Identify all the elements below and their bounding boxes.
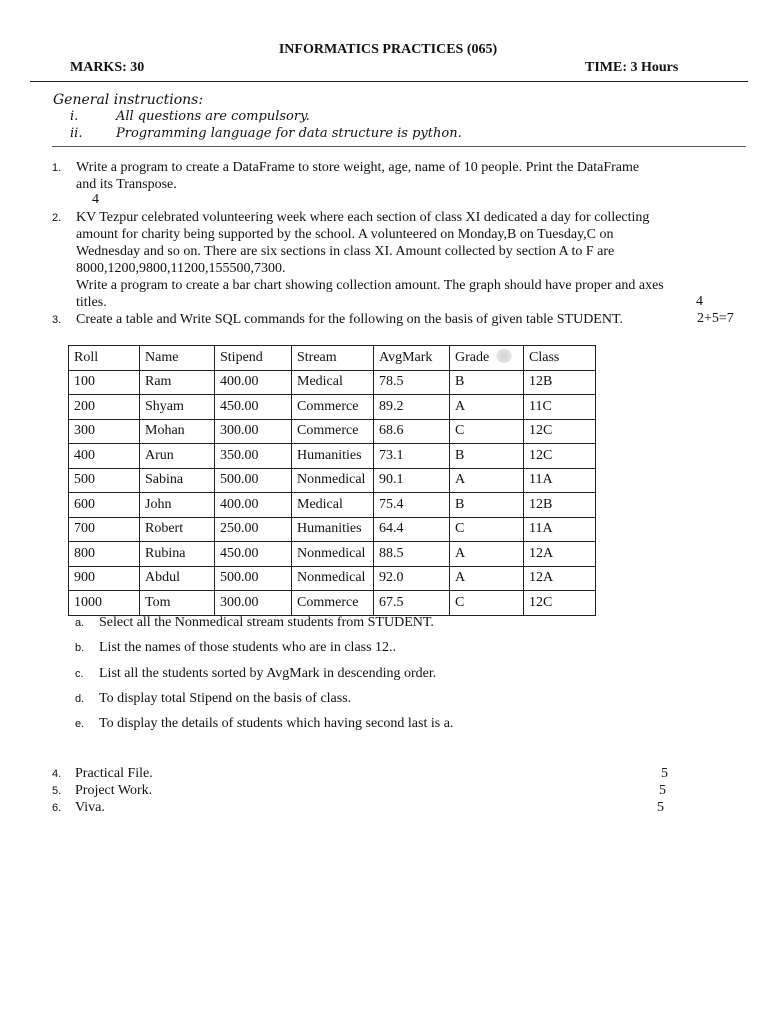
cell-roll: 200 [69,395,140,420]
subquestion-b [75,640,396,656]
cell-stipend: 300.00 [215,419,292,444]
cell-grade: B [450,444,524,469]
cell-class: 12C [524,419,596,444]
table-header-row [69,346,596,371]
subquestion-letter: b. [75,642,85,654]
cell-roll: 500 [69,468,140,493]
question-text [76,159,756,193]
question-line: 8000,1200,9800,11200,155500,7300. [76,261,286,276]
cell-name: Rubina [140,542,215,567]
question-1-marks: 4 [92,192,99,207]
question-line: Write a program to create a DataFrame to store weight, age, name of 10 people. Print the DataFrame [76,160,640,175]
cell-avgmark: 78.5 [374,370,450,395]
cell-stipend: 500.00 [215,468,292,493]
question-number: 2. [52,212,62,224]
instructions-divider [52,146,746,147]
table-row [69,419,596,444]
instructions-title: General instructions: [53,92,204,108]
cell-roll: 900 [69,566,140,591]
question-6 [52,799,672,817]
question-number: 1. [52,162,62,174]
cell-stream: Commerce [292,395,374,420]
cell-stream: Humanities [292,517,374,542]
subquestion-text: List the names of those students who are in class 12.. [99,640,397,655]
cell-avgmark: 68.6 [374,419,450,444]
cell-name: Robert [140,517,215,542]
question-text [76,311,756,328]
cell-stipend: 300.00 [215,591,292,616]
table-row [69,395,596,420]
cell-stream: Nonmedical [292,566,374,591]
cell-class: 11C [524,395,596,420]
cell-stipend: 450.00 [215,542,292,567]
cell-class: 11A [524,517,596,542]
cell-avgmark: 89.2 [374,395,450,420]
cell-grade: C [450,419,524,444]
header-divider [30,81,748,82]
subquestion-e [75,716,453,732]
question-number: 6. [52,802,62,814]
cell-stipend: 350.00 [215,444,292,469]
column-header: Grade [450,346,524,371]
subquestion-d [75,691,351,707]
cell-name: Mohan [140,419,215,444]
cell-name: John [140,493,215,518]
instruction-text: Programming language for data structure is python. [116,126,462,141]
cell-roll: 400 [69,444,140,469]
cell-class: 12C [524,591,596,616]
question-5 [52,782,672,800]
cell-stream: Nonmedical [292,542,374,567]
cell-avgmark: 67.5 [374,591,450,616]
cell-roll: 1000 [69,591,140,616]
subquestion-text: To display the details of students which having second last is a. [99,716,454,731]
cell-grade: C [450,591,524,616]
cell-stipend: 400.00 [215,493,292,518]
question-number: 3. [52,314,62,326]
question-line: titles. [76,295,107,310]
student-table [68,345,596,616]
cell-avgmark: 73.1 [374,444,450,469]
instruction-item [70,109,310,124]
subquestion-letter: c. [75,668,84,680]
cell-name: Arun [140,444,215,469]
cell-name: Abdul [140,566,215,591]
question-line: KV Tezpur celebrated volunteering week where each section of class XI dedicated a day for collecting [76,210,650,225]
total-marks: MARKS: 30 [70,60,145,75]
cell-roll: 100 [69,370,140,395]
question-line: Create a table and Write SQL commands for the following on the basis of given table STUDENT. [76,312,623,327]
cell-stream: Commerce [292,419,374,444]
subquestion-a [75,615,434,631]
subquestion-text: Select all the Nonmedical stream students from STUDENT. [99,615,434,630]
cell-avgmark: 90.1 [374,468,450,493]
table-row [69,566,596,591]
question-line: Write a program to create a bar chart showing collection amount. The graph should have proper and axes [76,278,664,293]
cell-name: Shyam [140,395,215,420]
cell-grade: B [450,493,524,518]
cell-grade: A [450,468,524,493]
question-marks: 5 [659,783,666,798]
column-header: AvgMark [374,346,450,371]
column-header: Stream [292,346,374,371]
cell-stream: Humanities [292,444,374,469]
cell-roll: 700 [69,517,140,542]
cell-avgmark: 75.4 [374,493,450,518]
cell-name: Sabina [140,468,215,493]
table-row [69,468,596,493]
question-line: Wednesday and so on. There are six sections in class XI. Amount collected by section A to F are [76,244,615,259]
cell-grade: A [450,542,524,567]
question-text [76,209,756,311]
column-header: Stipend [215,346,292,371]
question-text: Viva. [75,800,105,815]
cell-stipend: 250.00 [215,517,292,542]
question-4 [52,765,672,783]
cell-grade: B [450,370,524,395]
cell-grade: A [450,395,524,420]
question-line: amount for charity being supported by the school. A volunteered on Monday,B on Tuesday,C on [76,227,614,242]
cell-stream: Medical [292,493,374,518]
cell-avgmark: 64.4 [374,517,450,542]
cell-avgmark: 88.5 [374,542,450,567]
cell-stipend: 400.00 [215,370,292,395]
question-2-marks: 4 [696,294,703,309]
cell-roll: 800 [69,542,140,567]
cell-stipend: 450.00 [215,395,292,420]
cell-class: 12B [524,493,596,518]
question-number: 4. [52,768,62,780]
cell-class: 12A [524,542,596,567]
cell-class: 12A [524,566,596,591]
cell-class: 11A [524,468,596,493]
table-row [69,493,596,518]
cell-name: Ram [140,370,215,395]
question-text: Practical File. [75,766,153,781]
cell-stream: Commerce [292,591,374,616]
cell-roll: 300 [69,419,140,444]
instruction-number: i. [70,109,79,124]
subquestion-letter: e. [75,718,85,730]
cell-grade: C [450,517,524,542]
paper-title: INFORMATICS PRACTICES (065) [278,42,498,57]
cell-class: 12B [524,370,596,395]
subquestion-letter: a. [75,617,85,629]
smudge-mark [496,349,512,363]
subquestion-letter: d. [75,693,85,705]
table-row [69,591,596,616]
table-row [69,542,596,567]
column-header: Class [524,346,596,371]
cell-avgmark: 92.0 [374,566,450,591]
table-row [69,517,596,542]
subquestion-c [75,666,436,682]
cell-class: 12C [524,444,596,469]
table-row [69,370,596,395]
instruction-text: All questions are compulsory. [116,109,310,124]
cell-grade: A [450,566,524,591]
column-header: Roll [69,346,140,371]
subquestion-text: List all the students sorted by AvgMark in descending order. [99,666,437,681]
column-header: Name [140,346,215,371]
cell-stream: Medical [292,370,374,395]
cell-stipend: 500.00 [215,566,292,591]
cell-stream: Nonmedical [292,468,374,493]
question-number: 5. [52,785,62,797]
instruction-item [70,126,462,141]
time-allowed: TIME: 3 Hours [585,60,679,75]
question-text: Project Work. [75,783,153,798]
cell-roll: 600 [69,493,140,518]
instruction-number: ii. [70,126,83,141]
question-marks: 5 [657,800,664,815]
question-3-marks: 2+5=7 [697,311,734,326]
question-marks: 5 [661,766,668,781]
question-line: and its Transpose. [76,177,177,192]
cell-name: Tom [140,591,215,616]
subquestion-text: To display total Stipend on the basis of class. [99,691,352,706]
table-row [69,444,596,469]
